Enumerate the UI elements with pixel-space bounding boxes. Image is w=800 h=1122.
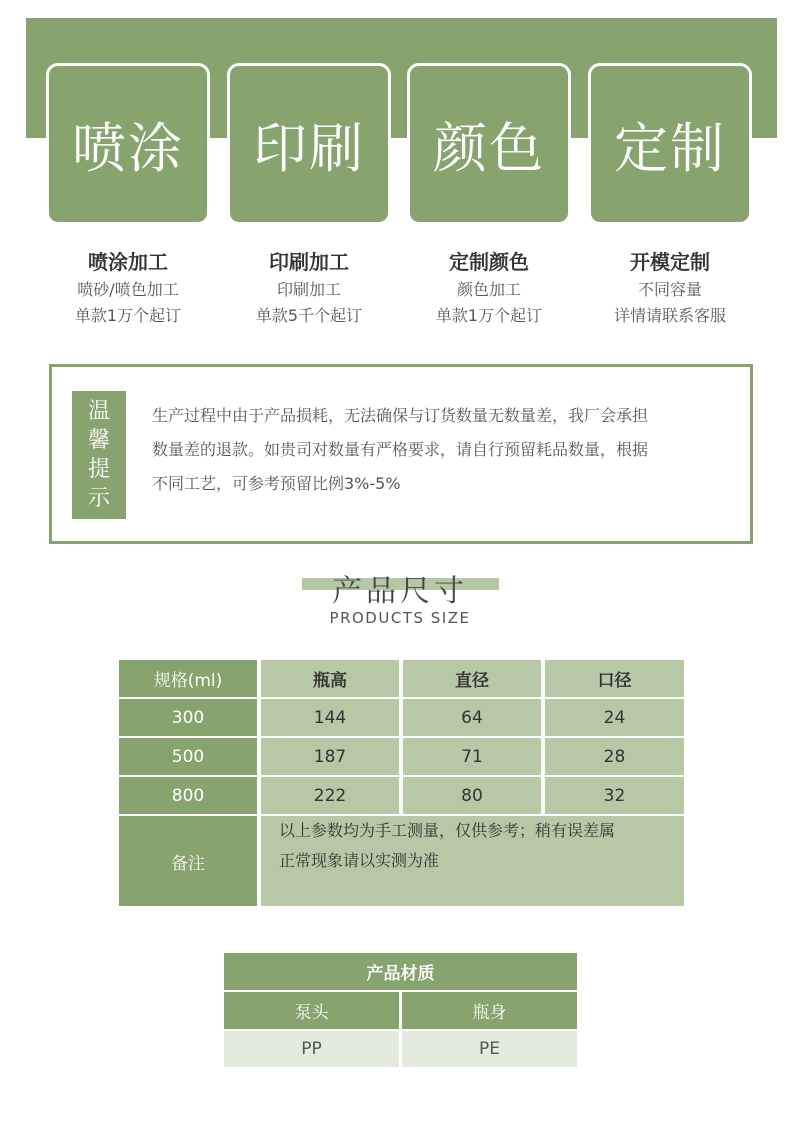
service-line: 单款5千个起订: [255, 306, 363, 325]
material-header-pump: 泵头: [224, 992, 399, 1029]
service-title: 定制颜色: [449, 250, 529, 274]
service-print: [219, 247, 399, 329]
material-title: 产品材质: [224, 953, 577, 990]
material-value-bottle: PE: [402, 1031, 577, 1067]
tile-custom: [588, 63, 752, 225]
remark-label: 备注: [119, 816, 257, 906]
service-title: 印刷加工: [269, 250, 349, 274]
notice-line: 不同工艺，可参考预留比例3%-5%: [152, 474, 401, 493]
service-line: 印刷加工: [276, 280, 341, 299]
notice-label-char: 示: [87, 486, 110, 511]
service-line: 不同容量: [637, 280, 702, 299]
size-cell: 71: [403, 738, 541, 775]
tile-print: [227, 63, 391, 225]
notice-line: 生产过程中由于产品损耗，无法确保与订货数量无数量差，我厂会承担: [152, 406, 649, 425]
size-section-subtitle: PRODUCTS SIZE: [329, 609, 471, 627]
notice-label-char: 馨: [87, 428, 110, 453]
service-line: 喷砂/喷色加工: [77, 280, 179, 299]
service-line: 颜色加工: [456, 280, 521, 299]
tile-label: 喷涂: [72, 116, 184, 180]
size-cell: 28: [545, 738, 684, 775]
tile-label: 颜色: [433, 116, 545, 180]
material-value-pump: PP: [224, 1031, 399, 1067]
notice-label: [72, 391, 126, 519]
size-header-spec: 规格(ml): [119, 660, 257, 697]
material-header-bottle: 瓶身: [402, 992, 577, 1029]
size-cell-spec: 300: [119, 699, 257, 736]
service-line: 单款1万个起订: [74, 306, 182, 325]
size-cell: 144: [261, 699, 399, 736]
remark-text: [261, 816, 684, 906]
size-header-diameter: 直径: [403, 660, 541, 697]
service-title: 开模定制: [630, 250, 710, 274]
service-color: [399, 247, 579, 329]
size-cell-spec: 500: [119, 738, 257, 775]
remark-line: 正常现象请以实测为准: [279, 851, 440, 870]
size-header-height: 瓶高: [261, 660, 399, 697]
notice-box: [49, 364, 753, 544]
size-cell-spec: 800: [119, 777, 257, 814]
tile-spray: [46, 63, 210, 225]
size-cell: 32: [545, 777, 684, 814]
notice-label-char: 提: [87, 457, 110, 482]
size-cell: 64: [403, 699, 541, 736]
service-spray: [38, 247, 218, 329]
service-line: 详情请联系客服: [613, 306, 726, 325]
size-cell: 187: [261, 738, 399, 775]
remark-line: 以上参数均为手工测量，仅供参考；稍有误差属: [279, 821, 616, 840]
service-line: 单款1万个起订: [435, 306, 543, 325]
tile-label: 定制: [614, 116, 726, 180]
size-cell: 80: [403, 777, 541, 814]
notice-text: [152, 399, 742, 501]
notice-line: 数量差的退款。如贵司对数量有严格要求，请自行预留耗品数量，根据: [152, 440, 649, 459]
size-cell: 24: [545, 699, 684, 736]
notice-label-char: 温: [87, 399, 110, 424]
size-cell: 222: [261, 777, 399, 814]
size-header-mouth: 口径: [545, 660, 684, 697]
tile-color: [407, 63, 571, 225]
tile-label: 印刷: [253, 116, 365, 180]
service-custom: [580, 247, 760, 329]
size-section-title: 产品尺寸: [332, 574, 468, 609]
service-title: 喷涂加工: [88, 250, 168, 274]
